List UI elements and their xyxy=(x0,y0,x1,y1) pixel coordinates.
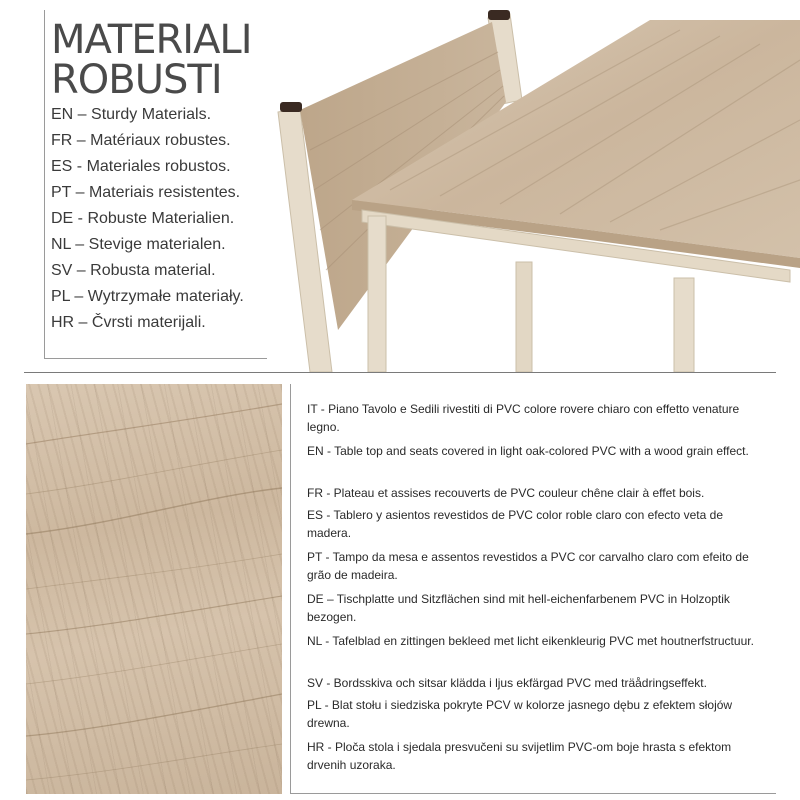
wood-texture-swatch xyxy=(26,384,282,794)
description-sv: SV - Bordsskiva och sitsar klädda i ljus ekfärgad PVC med träådringseffekt. xyxy=(307,676,707,690)
title-block xyxy=(44,10,267,359)
language-item-es: ES - Materiales robustos. xyxy=(51,158,231,175)
description-it: IT - Piano Tavolo e Sedili rivestiti di PVC colore rovere chiaro con effetto venature legno. xyxy=(307,402,740,434)
description-nl: NL - Tafelblad en zittingen bekleed met licht eikenkleurig PVC met houtnerfstructuur. xyxy=(307,634,754,648)
section-divider xyxy=(24,372,776,373)
language-item-en: EN – Sturdy Materials. xyxy=(51,106,212,123)
description-pl: PL - Blat stołu i siedziska pokryte PCV w kolorze jasnego dębu z efektem słojów drewna. xyxy=(307,698,733,730)
title-line-1: MATERIALI xyxy=(51,17,252,63)
description-de: DE – Tischplatte und Sitzflächen sind mit hell-eichenfarbenem PVC in Holzoptik bezogen. xyxy=(307,592,730,624)
language-item-de: DE - Robuste Materialien. xyxy=(51,210,235,227)
description-pt: PT - Tampo da mesa e assentos revestidos a PVC cor carvalho claro com efeito de grão de madeira. xyxy=(307,550,749,582)
title-line-2: ROBUSTI xyxy=(51,57,222,103)
language-item-nl: NL – Stevige materialen. xyxy=(51,236,226,253)
language-item-sv: SV – Robusta material. xyxy=(51,262,216,279)
table-chair-photo xyxy=(270,0,800,372)
top-section xyxy=(0,0,800,372)
language-item-pt: PT – Materiais resistentes. xyxy=(51,184,241,201)
description-fr: FR - Plateau et assises recouverts de PVC couleur chêne clair à effet bois. xyxy=(307,486,705,500)
language-item-fr: FR – Matériaux robustes. xyxy=(51,132,231,149)
description-es: ES - Tablero y asientos revestidos de PVC color roble claro con efecto veta de madera. xyxy=(307,508,723,540)
description-en: EN - Table top and seats covered in light oak-colored PVC with a wood grain effect. xyxy=(307,444,749,458)
language-item-pl: PL – Wytrzymałe materiały. xyxy=(51,288,244,305)
language-list xyxy=(51,102,244,336)
description-hr: HR - Ploča stola i sjedala presvučeni su svijetlim PVC-om boje hrasta s efektom drvenih uzoraka. xyxy=(307,740,732,772)
description-box xyxy=(290,384,776,794)
language-item-hr: HR – Čvrsti materijali. xyxy=(51,314,206,331)
